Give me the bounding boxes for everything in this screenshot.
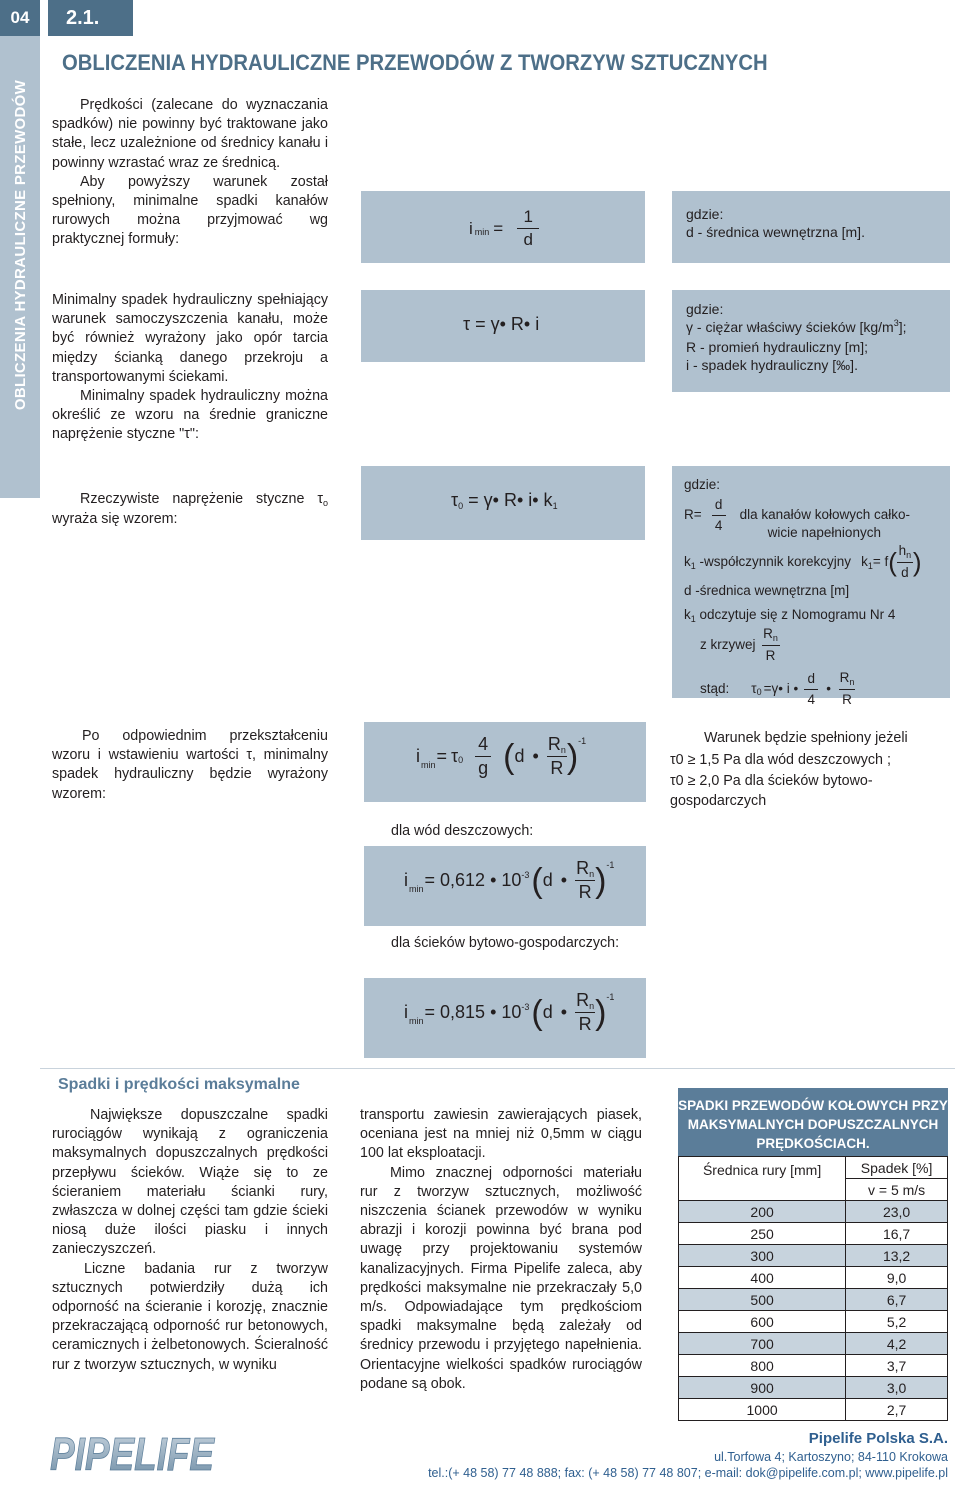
w3-whence-dot: •: [826, 681, 831, 696]
max-col1-p2: Liczne badania rur z tworzyw sztucznych potwierdziły dużą ich odporność na ścieranie i korozję, znacznie przekraczającą odporność rur betonowych, ceramicznych i żelbetonowych. Ścieralność rur z tworzyw sztucznych, w wyniku: [52, 1260, 328, 1373]
page-title: OBLICZENIA HYDRAULICZNE PRZEWODÓW Z TWORZYW SZTUCZNYCH: [62, 50, 768, 75]
w3-k1-num: h: [898, 543, 907, 558]
f4-den: g: [478, 758, 489, 778]
table-cell-slope: 4,2: [846, 1333, 948, 1355]
f2-text: τ = γ• R• i: [463, 314, 540, 334]
rain-rn-sub: n: [589, 869, 595, 879]
section-divider: [40, 1068, 955, 1069]
rain-lhs: i: [404, 870, 408, 890]
f4-frac1: [475, 734, 491, 779]
side-label: OBLICZENIA HYDRAULICZNE PRZEWODÓW: [11, 79, 29, 411]
sewage-r: R: [578, 1014, 592, 1034]
table-h2b: v = 5 m/s: [846, 1179, 948, 1201]
f1-num: 1: [523, 207, 533, 226]
w3-curve-num-wrap: [763, 625, 778, 644]
formula-tau-box: [361, 290, 645, 362]
table-cell-diameter: 300: [679, 1245, 846, 1267]
f4-sub: min: [421, 759, 436, 770]
f4-lhs: i: [416, 746, 420, 766]
table-cell-diameter: 900: [679, 1377, 846, 1399]
f1-lhs: i: [469, 218, 473, 238]
w3-k1-eq: [861, 553, 888, 572]
table-cell-slope: 3,7: [846, 1355, 948, 1377]
w3-r-den: 4: [714, 518, 723, 533]
w3-curve: [700, 625, 938, 665]
w2-line3: i - spadek hydrauliczny [‰].: [686, 357, 858, 373]
w3-whence-d2: R: [842, 692, 852, 707]
w3-whence: [700, 669, 938, 709]
rain-paren-open: (: [531, 861, 543, 900]
rain-dot: •: [560, 870, 568, 890]
w3-k1-eq-s: 1: [867, 560, 873, 571]
sewage-exp2: -1: [606, 991, 615, 1002]
w3-curve-frac: [762, 625, 780, 665]
table-cell-slope: 13,2: [846, 1245, 948, 1267]
f4-dot: •: [532, 746, 539, 766]
f4-paren-close: ): [566, 737, 579, 776]
w3-k1-num-wrap: [899, 542, 912, 561]
rain-rn-wrap: [576, 858, 594, 879]
f4-rn: R: [547, 734, 561, 754]
w2-label: gdzie:: [686, 301, 724, 317]
section-number: 2.1.: [48, 0, 133, 36]
w3-curve-num-sub: n: [772, 633, 778, 643]
f4-num: 4: [478, 734, 489, 754]
table-cell-diameter: 250: [679, 1223, 846, 1245]
table-cell-diameter: 200: [679, 1201, 846, 1223]
table-h1: Średnica rury [mm]: [679, 1157, 846, 1201]
w3-whence-n2: R: [839, 670, 850, 685]
f4-paren-open: (: [503, 737, 515, 776]
rain-label: dla wód deszczowych:: [391, 823, 534, 839]
footer-contact: tel.:(+ 48 58) 77 48 888; fax: (+ 48 58) 77 48 807; e-mail: dok@pipelife.com.pl; www.pipelife.pl: [428, 1466, 948, 1480]
sewage-dot: •: [560, 1002, 568, 1022]
table-row: [679, 1201, 948, 1223]
w2-line1: [686, 318, 936, 338]
condition-block: [670, 727, 954, 811]
w1-label: gdzie:: [686, 206, 724, 222]
rain-exp2: -1: [606, 859, 615, 870]
intro-p5: [52, 490, 328, 529]
intro-column-3: [52, 490, 328, 529]
w3-r-lhs: R=: [684, 507, 702, 522]
intro-p5b: wyraża się wzorem:: [52, 511, 178, 528]
table-row: [679, 1377, 948, 1399]
condition-1: τ0 ≥ 1,5 Pa dla wód deszczowych ;: [670, 752, 891, 768]
w1-line1: d - średnica wewnętrzna [m].: [686, 224, 865, 240]
w2-line1a: γ - ciężar właściwy ścieków [kg/m: [686, 319, 894, 335]
sewage-val: = 0,815 • 10: [424, 1002, 522, 1022]
page-number: 04: [0, 0, 40, 36]
rain-rn: R: [576, 858, 590, 878]
sewage-lhs: i: [404, 1002, 408, 1022]
condition-title: Warunek będzie spełniony jeżeli: [704, 730, 908, 746]
rain-r: R: [578, 882, 592, 902]
table-cell-slope: 23,0: [846, 1201, 948, 1223]
logo-text: PIPELIFE: [50, 1428, 216, 1480]
f4-rn-wrap: [548, 734, 566, 755]
pipelife-logo: [48, 1418, 218, 1480]
w3-whence-n2-sub: n: [849, 677, 855, 687]
w3-r-desc2: wicie napełnionych: [767, 525, 881, 540]
f4-tsub: 0: [458, 754, 464, 765]
f1-den: d: [523, 230, 533, 249]
f3-ksub: 1: [552, 501, 558, 511]
formula-imin-box: [361, 191, 645, 263]
middle-left-p: Po odpowiednim przekształceniu wzoru i wstawieniu wartości τ, minimalny spadek hydrauliczny będzie wyrażony wzorem:: [52, 728, 328, 802]
sewage-exp: -3: [521, 1001, 530, 1012]
w3-k1-f: = f: [872, 553, 889, 569]
w3-k1-read: [684, 606, 938, 625]
formula-sewage: [364, 978, 646, 1058]
w3-whence-n1: d: [807, 670, 815, 686]
sewage-paren-close: ): [595, 993, 607, 1032]
sewage-rn: R: [576, 990, 590, 1010]
rain-sub: min: [409, 883, 424, 894]
table-cell-diameter: 700: [679, 1333, 846, 1355]
condition-2: τ0 ≥ 2,0 Pa dla ścieków bytowo-gospodarczych: [670, 773, 873, 809]
f4-tau: τ: [451, 746, 459, 766]
max-col2-p2: Mimo znacznej odporności materiału rur z tworzyw sztucznych, możliwość niszczenia ścianek przewodów w wyniku abrazji i korozji powinna być brana pod uwagę przy projektowaniu systemów kanalizacyjnych. Firma Pipelife zaleca, aby prędkości maksymalne nie przekraczały 5,0 m/s. Odpowiadające tym prędkościom spadki maksymalne będą zależały od średnicy przewodu i przyjętego napełnienia. Orientacyjne wielkości spadków rurociągów podane są obok.: [360, 1164, 642, 1392]
table-row: [679, 1267, 948, 1289]
f4-frac2: [547, 734, 567, 779]
table-h2: Spadek [%]: [846, 1157, 948, 1179]
f4-eq: =: [436, 746, 448, 766]
sewage-paren-open: (: [531, 993, 543, 1032]
w3-k1-read-a: k: [684, 607, 691, 622]
table-cell-diameter: 400: [679, 1267, 846, 1289]
intro-p4: Minimalny spadek hydrauliczny można określić ze wzoru na średnie graniczne naprężenie styczne "τ":: [52, 388, 328, 443]
table-row: [679, 1333, 948, 1355]
table-cell-slope: 2,7: [846, 1399, 948, 1421]
max-col2: [360, 1106, 642, 1394]
f4-d: d: [514, 746, 525, 766]
table-cell-slope: 9,0: [846, 1267, 948, 1289]
rain-d: d: [542, 870, 553, 890]
w3-k1-read-b: odczytuje się z Nomogramu Nr 4: [695, 607, 896, 622]
w3-r-num: d: [714, 497, 723, 512]
table-cell-slope: 5,2: [846, 1311, 948, 1333]
w3-whence-tau: τ: [751, 681, 757, 696]
w3-curve-label: z krzywej: [700, 637, 756, 652]
w3-d-line: d -średnica wewnętrzna [m]: [684, 583, 850, 598]
w3-paren-close: ): [912, 547, 922, 577]
f4-exp: -1: [578, 735, 587, 746]
formula-rain: [364, 846, 646, 926]
table-row: [679, 1223, 948, 1245]
intro-p1: Prędkości (zalecane do wyznaczania spadków) nie powinny być traktowane jako stałe, lecz uzależnione od średnicy kanału i powinny wzrastać wraz ze średnicą.: [52, 97, 328, 171]
table-row: [679, 1289, 948, 1311]
formula-tau0-box: [361, 466, 645, 540]
sewage-rn-wrap: [576, 990, 594, 1011]
f3-sub: 0: [458, 501, 464, 511]
w3-k1-desc: -współczynnik korekcyjny: [695, 553, 852, 569]
w3-r-desc1: dla kanałów kołowych całko-: [739, 507, 910, 522]
max-col2-p1: transportu zawiesin zawierających piasek, oceniana jest na mniej niż 0,5mm w ciągu 100 lat eksploatacji.: [360, 1107, 642, 1162]
middle-left-text: [52, 727, 328, 804]
formula-imin-general: [364, 722, 646, 802]
w3-whence-frac2: [839, 669, 855, 709]
table-row: [679, 1399, 948, 1421]
sewage-frac: [575, 990, 595, 1035]
table-header-row: [679, 1157, 948, 1179]
w3-r-desc: [740, 506, 910, 542]
intro-column-2: [52, 291, 328, 445]
where-box-1: [672, 191, 950, 263]
w3-k1-read-sub: 1: [690, 614, 696, 624]
w3-paren-open: (: [888, 547, 897, 577]
table-cell-slope: 6,7: [846, 1289, 948, 1311]
w3-whence-eq: =γ• i •: [763, 681, 799, 696]
table-cell-diameter: 500: [679, 1289, 846, 1311]
sewage-d: d: [542, 1002, 553, 1022]
w3-curve-den: R: [765, 648, 776, 663]
table-row: [679, 1311, 948, 1333]
footer-company: Pipelife Polska S.A.: [808, 1430, 948, 1447]
f1-eq: =: [493, 218, 504, 238]
table-cell-slope: 3,0: [846, 1377, 948, 1399]
w3-k1-label: [684, 553, 851, 572]
where-box-2: [672, 290, 950, 392]
w3-whence-n2-wrap: [840, 669, 855, 688]
rain-exp: -3: [521, 869, 530, 880]
table-title: SPADKI PRZEWODÓW KOŁOWYCH PRZY MAKSYMALNYCH DOPUSZCZALNYCH PRĘDKOŚCIACH.: [678, 1088, 948, 1156]
intro-p3: Minimalny spadek hydrauliczny spełniający warunek samoczyszczenia kanału, może być również wyrażony jako opór tarcia między ścianką danego przekroju a transportowanymi ściekami.: [52, 292, 328, 385]
where-box-3: [672, 466, 950, 707]
w2-line2: R - promień hydrauliczny [m];: [686, 339, 869, 355]
table-cell-diameter: 800: [679, 1355, 846, 1377]
w3-k1-l: k: [684, 553, 691, 569]
table-row: [679, 1245, 948, 1267]
intro-p5a: Rzeczywiste naprężenie styczne τ: [80, 491, 323, 507]
max-section-title: Spadki i prędkości maksymalne: [58, 1076, 300, 1093]
f3-rest: = γ• R• i• k: [463, 490, 553, 510]
w3-curve-num: R: [763, 626, 773, 641]
max-col1: [52, 1106, 328, 1375]
table-cell-diameter: 600: [679, 1311, 846, 1333]
f1-fraction: [517, 207, 539, 250]
rain-frac: [575, 858, 595, 903]
intro-p5-sub: o: [322, 498, 328, 508]
w3-label: gdzie:: [684, 477, 721, 492]
f4-r: R: [550, 758, 564, 778]
max-col1-p1: Największe dopuszczalne spadki rurociągów wynikają z ograniczenia maksymalnych dopuszczalnych prędkości przepływu ścieków. Wiąże się to ze ścieraniem materiału ścianki rury, zwłaszcza w dolnej części tam gdzie ścieki niosą duże ilości piasku i innych zanieczyszczeń.: [52, 1107, 328, 1258]
rain-paren-close: ): [595, 861, 607, 900]
w2-line1sup: 3: [893, 318, 899, 328]
table-cell-slope: 16,7: [846, 1223, 948, 1245]
sewage-sub: min: [409, 1015, 424, 1026]
w2-line1b: ];: [898, 319, 907, 335]
intro-column: [52, 96, 328, 250]
sewage-rn-sub: n: [589, 1001, 595, 1011]
slope-table: [678, 1156, 948, 1421]
table-cell-diameter: 1000: [679, 1399, 846, 1421]
w3-whence-tau-sub: 0: [756, 687, 762, 697]
rain-val: = 0,612 • 10: [424, 870, 522, 890]
intro-p2: Aby powyższy warunek został spełniony, minimalne spadki kanałów rurowych można przyjmować wg praktycznej formuły:: [52, 173, 328, 248]
table-body: [679, 1201, 948, 1421]
f4-rn-sub: n: [560, 745, 566, 755]
w3-k1-s: 1: [690, 560, 696, 571]
w3-whence-frac1: [804, 670, 818, 709]
table-row: [679, 1355, 948, 1377]
f1-sub: min: [474, 226, 490, 237]
footer-address: ul.Torfowa 4; Kartoszyno; 84-110 Krokowa: [714, 1450, 948, 1464]
f3-tau: τ: [451, 490, 459, 510]
w3-r-frac: [712, 496, 726, 535]
w3-k1-eq-k: k: [861, 553, 868, 569]
w3-whence-label: stąd:: [700, 681, 730, 696]
w3-whence-d1: 4: [807, 691, 815, 707]
w3-k1-frac: [897, 542, 913, 582]
sewage-label: dla ścieków bytowo-gospodarczych:: [391, 935, 620, 951]
w3-k1-num-sub: n: [906, 550, 912, 560]
w3-k1-den: d: [901, 565, 909, 580]
